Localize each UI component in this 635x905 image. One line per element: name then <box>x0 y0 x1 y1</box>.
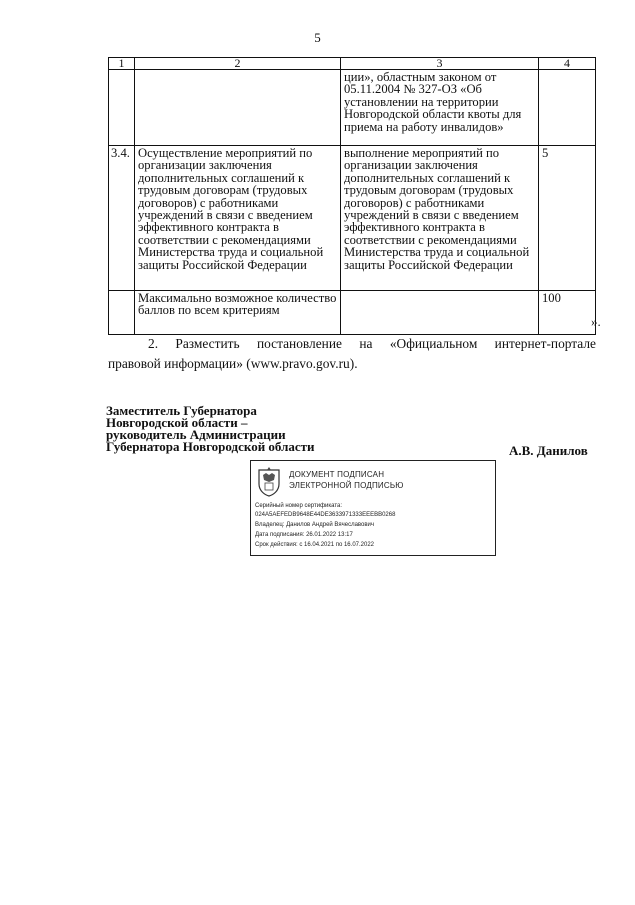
closing-quote: ». <box>591 314 601 329</box>
table-row <box>109 291 596 335</box>
row-measure: Максимально возможное количество баллов по всем критериям <box>135 291 341 335</box>
esig-serial-value: 024A5AEFEDB9648E44DE3633971333EEEBB0268 <box>255 512 396 518</box>
row-measure <box>135 70 341 146</box>
paragraph-line-2: правовой информации» (www.pravo.gov.ru). <box>108 356 358 371</box>
page-number: 5 <box>314 30 321 45</box>
coat-of-arms-icon <box>257 467 281 497</box>
row-indicator: ции», областным законом от 05.11.2004 № 327-ОЗ «Об установлении на территории Новгородской области квоты для приема на работу инвалидов» <box>341 70 539 146</box>
paragraph-2 <box>108 334 596 374</box>
header-cell-3: 3 <box>341 58 539 70</box>
header-cell-4: 4 <box>539 58 596 70</box>
esig-title-line-1: ДОКУМЕНТ ПОДПИСАН <box>289 470 385 479</box>
row-indicator <box>341 291 539 335</box>
header-cell-2: 2 <box>135 58 341 70</box>
signatory-position <box>106 405 315 453</box>
row-number: 3.4. <box>109 146 135 291</box>
row-measure: Осуществление мероприятий по организации заключения дополнительных соглашений к трудовым договорам (трудовых договоров) с работниками учреждений в связи с введением эффективного контракта в соответствии с рекомендациями Министерства труда и социальной защиты Российской Федерации <box>135 146 341 291</box>
electronic-signature-stamp <box>250 460 496 556</box>
position-line: руководитель Администрации <box>106 427 286 442</box>
esig-serial-label: Серийный номер сертификата: <box>255 503 343 509</box>
row-points: 100 <box>539 291 596 335</box>
table-row <box>109 146 596 291</box>
row-points <box>539 70 596 146</box>
position-line: Губернатора Новгородской области <box>106 439 315 454</box>
signatory-name: А.В. Данилов <box>509 443 588 458</box>
row-number <box>109 70 135 146</box>
position-line: Заместитель Губернатора <box>106 403 257 418</box>
header-cell-1: 1 <box>109 58 135 70</box>
paragraph-line-1: 2. Разместить постановление на «Официальном интернет-портале <box>148 336 596 351</box>
row-points: 5 <box>539 146 596 291</box>
esig-validity: Срок действия: с 16.04.2021 по 16.07.2022 <box>255 542 375 548</box>
table-row <box>109 70 596 146</box>
row-indicator: выполнение мероприятий по организации заключения дополнительных соглашений к трудовым договорам (трудовых договоров) с работниками учреждений в связи с введением эффективного контракта в соответствии с рекомендациями Министерства труда и социальной защиты Российской Федерации <box>341 146 539 291</box>
position-line: Новгородской области – <box>106 415 248 430</box>
row-number <box>109 291 135 335</box>
esig-signed-date: Дата подписания: 26.01.2022 13:17 <box>255 532 353 538</box>
esig-title-line-2: ЭЛЕКТРОННОЙ ПОДПИСЬЮ <box>289 481 404 490</box>
criteria-table <box>108 57 596 335</box>
table-header-row <box>109 58 596 70</box>
esig-owner: Владелец: Данилов Андрей Вячеславович <box>255 522 375 528</box>
